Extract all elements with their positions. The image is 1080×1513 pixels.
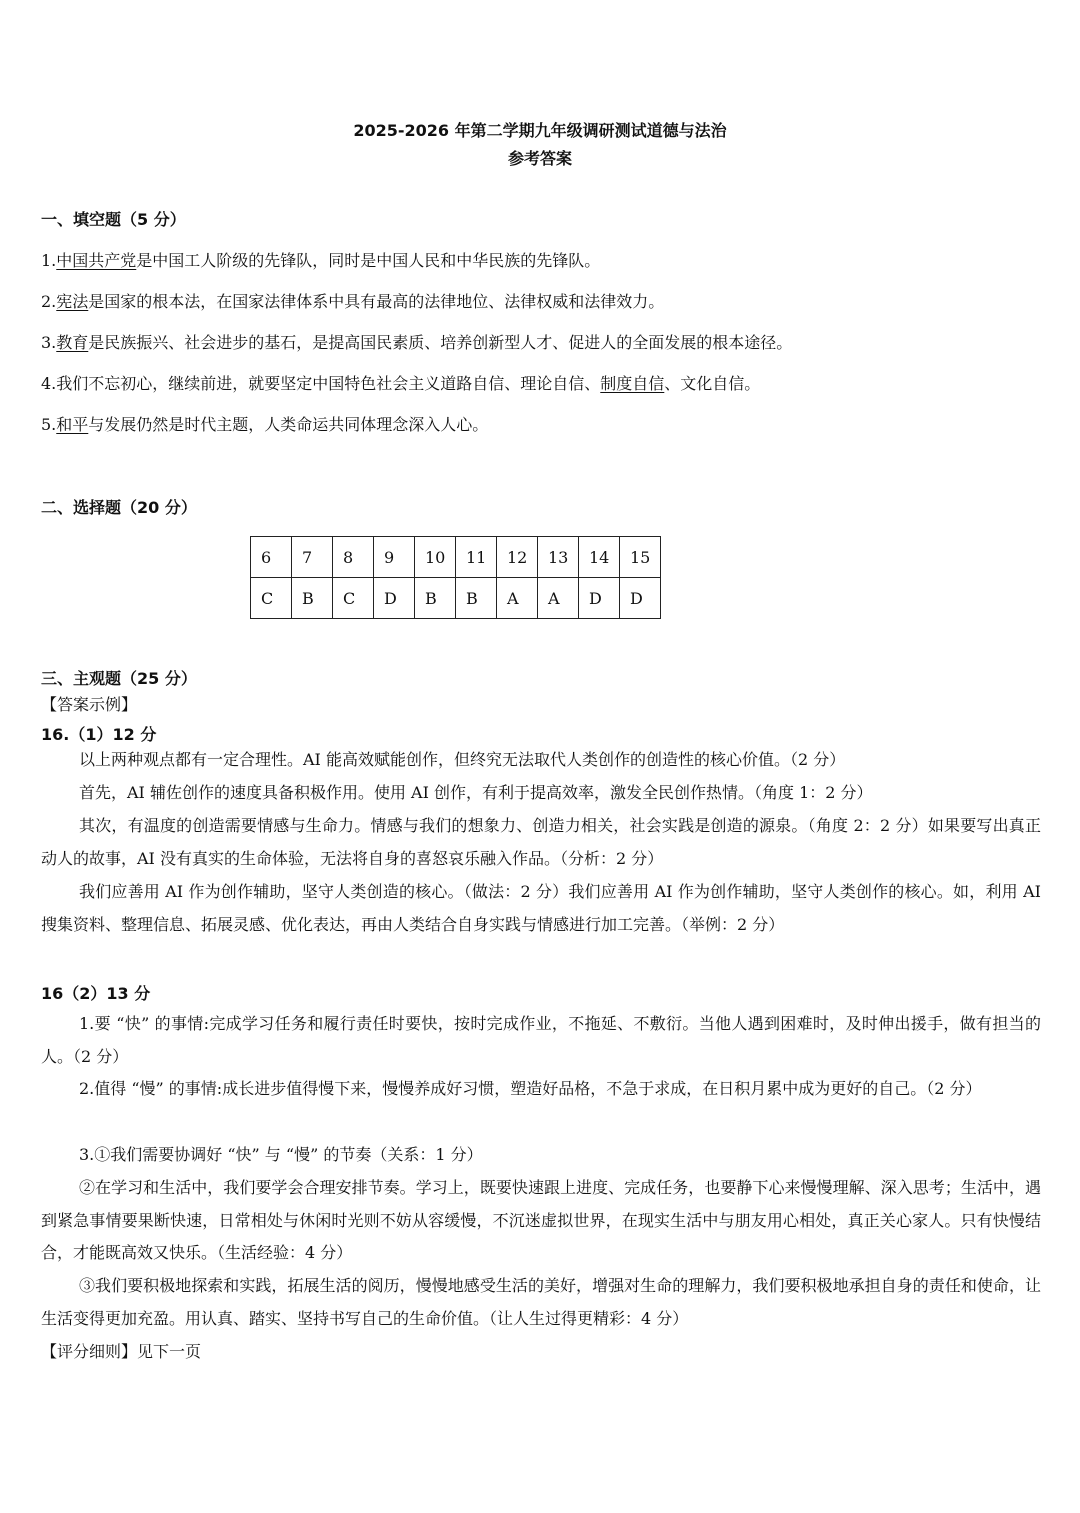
item-text: 是民族振兴、社会进步的基石，是提高国民素质、培养创新型人才、促进人的全面发展的根本途径。 xyxy=(88,333,793,352)
answer-row xyxy=(251,578,661,619)
blank-answer: 制度自信 xyxy=(600,374,665,393)
question-number-row xyxy=(251,537,661,578)
item-text: 与发展仍然是时代主题，人类命运共同体理念深入人心。 xyxy=(88,415,489,434)
fill-blank-item-2 xyxy=(41,289,664,312)
item-text-before: 我们不忘初心，继续前进，就要坚定中国特色社会主义道路自信、理论自信、 xyxy=(56,374,601,393)
answer-cell: D xyxy=(374,578,415,619)
q16-1-paragraph-1: 以上两种观点都有一定合理性。AI 能高效赋能创作，但终究无法取代人类创作的创造性的核心价值。（2 分） xyxy=(79,750,846,769)
item-number: 3. xyxy=(41,333,57,352)
answer-cell: C xyxy=(251,578,292,619)
blank-answer: 中国共产党 xyxy=(56,251,137,270)
q16-1-paragraph-4: 我们应善用 AI 作为创作辅助，坚守人类创造的核心。（做法：2 分）我们应善用 AI 作为创作辅助，坚守人类创作的核心。如，利用 AI 搜集资料、整理信息、拓展灵感、优化表达，再由人类结合自身实践与情感进行加工完善。（举例：2 分） xyxy=(41,882,1041,934)
answer-cell: D xyxy=(579,578,620,619)
question-number-cell: 15 xyxy=(620,537,661,578)
question-number-cell: 12 xyxy=(497,537,538,578)
item-number: 2. xyxy=(41,292,57,311)
answer-cell: B xyxy=(292,578,333,619)
document-title: 2025-2026 年第二学期九年级调研测试道德与法治 xyxy=(353,121,727,140)
fill-blank-item-3 xyxy=(41,330,792,353)
q16-1-heading: 16.（1）12 分 xyxy=(41,725,157,744)
question-number-cell: 9 xyxy=(374,537,415,578)
scoring-footer-note: 【评分细则】见下一页 xyxy=(41,1342,202,1361)
section3-heading: 三、主观题（25 分） xyxy=(41,669,197,688)
fill-blank-item-5 xyxy=(41,412,488,435)
answer-example-label: 【答案示例】 xyxy=(41,695,138,714)
item-text: 是国家的根本法，在国家法律体系中具有最高的法律地位、法律权威和法律效力。 xyxy=(88,292,665,311)
q16-1-paragraph-3: 其次，有温度的创造需要情感与生命力。情感与我们的想象力、创造力相关，社会实践是创造的源泉。（角度 2：2 分）如果要写出真正动人的故事，AI 没有真实的生命体验，无法将自身的喜怒哀乐融入作品。（分析：2 分） xyxy=(41,816,1041,868)
fill-blank-item-1 xyxy=(41,248,600,271)
question-number-cell: 6 xyxy=(251,537,292,578)
question-number-cell: 10 xyxy=(415,537,456,578)
q16-2-heading: 16（2）13 分 xyxy=(41,984,151,1003)
question-number-cell: 13 xyxy=(538,537,579,578)
question-number-cell: 8 xyxy=(333,537,374,578)
answer-cell: A xyxy=(538,578,579,619)
item-number: 5. xyxy=(41,415,57,434)
blank-answer: 宪法 xyxy=(56,292,89,311)
question-number-cell: 14 xyxy=(579,537,620,578)
choice-answer-table xyxy=(250,536,661,619)
document-subtitle: 参考答案 xyxy=(507,149,572,168)
answer-cell: D xyxy=(620,578,661,619)
answer-cell: A xyxy=(497,578,538,619)
blank-answer: 教育 xyxy=(56,333,89,352)
item-number: 4. xyxy=(41,374,57,393)
answer-cell: C xyxy=(333,578,374,619)
blank-answer: 和平 xyxy=(56,415,89,434)
item-text: 是中国工人阶级的先锋队，同时是中国人民和中华民族的先锋队。 xyxy=(136,251,601,270)
q16-2-paragraph-4: ②在学习和生活中，我们要学会合理安排节奏。学习上，既要快速跟上进度、完成任务，也要静下心来慢慢理解、深入思考；生活中，遇到紧急事情要果断快速，日常相处与休闲时光则不妨从容缓慢，不沉迷虚拟世界，在现实生活中与朋友用心相处，真正关心家人。只有快慢结合，才能既高效又快乐。（生活经验：4 分） xyxy=(41,1178,1041,1262)
section2-heading: 二、选择题（20 分） xyxy=(41,498,197,517)
q16-2-paragraph-2: 2.值得 “慢” 的事情:成长进步值得慢下来，慢慢养成好习惯，塑造好品格，不急于求成，在日积月累中成为更好的自己。（2 分） xyxy=(79,1079,982,1098)
question-number-cell: 11 xyxy=(456,537,497,578)
answer-cell: B xyxy=(456,578,497,619)
answer-cell: B xyxy=(415,578,456,619)
item-text: 、文化自信。 xyxy=(664,374,761,393)
q16-2-paragraph-1: 1.要 “快” 的事情:完成学习任务和履行责任时要快，按时完成作业，不拖延、不敷衍。当他人遇到困难时，及时伸出援手，做有担当的人。（2 分） xyxy=(41,1014,1041,1066)
item-number: 1. xyxy=(41,251,57,270)
q16-1-paragraph-2: 首先，AI 辅佐创作的速度具备积极作用。使用 AI 创作，有利于提高效率，激发全民创作热情。（角度 1：2 分） xyxy=(79,783,873,802)
fill-blank-item-4 xyxy=(41,371,760,394)
q16-2-paragraph-3: 3.①我们需要协调好 “快” 与 “慢” 的节奏（关系：1 分） xyxy=(79,1145,483,1164)
question-number-cell: 7 xyxy=(292,537,333,578)
q16-2-paragraph-5: ③我们要积极地探索和实践，拓展生活的阅历，慢慢地感受生活的美好，增强对生命的理解力，我们要积极地承担自身的责任和使命，让生活变得更加充盈。用认真、踏实、坚持书写自己的生命价值。（让人生过得更精彩：4 分） xyxy=(41,1276,1041,1328)
section1-heading: 一、填空题（5 分） xyxy=(41,210,186,229)
